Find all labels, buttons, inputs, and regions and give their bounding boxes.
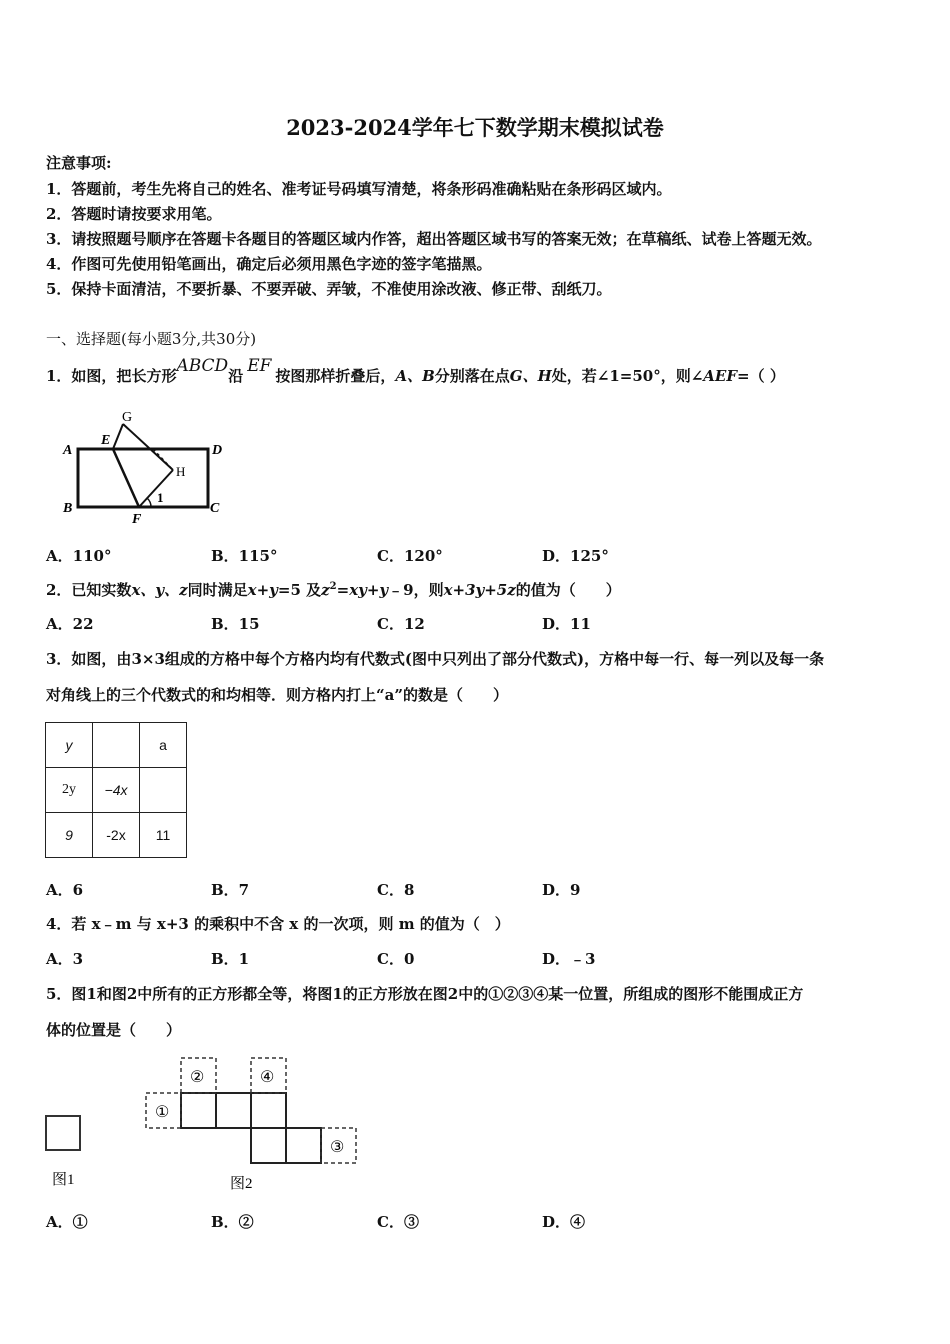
q4-option-d[interactable]: D．﹣3: [542, 950, 596, 968]
q2-text: 同时满足: [187, 581, 248, 599]
label-b: B: [63, 501, 73, 516]
label-e: E: [101, 433, 111, 448]
fig1-square: [46, 1116, 80, 1150]
q4-option-b[interactable]: B．1: [211, 950, 250, 968]
grid-cell: [140, 768, 187, 813]
q1-aef: AEF: [703, 367, 738, 385]
q2-sup: 2: [329, 581, 337, 592]
q1-ab: A、B: [395, 367, 435, 385]
grid-cell: 9: [46, 813, 93, 858]
notice-item: 2．答题时请按要求用笔。: [46, 205, 222, 223]
section-heading: 一、选择题(每小题3分,共30分): [46, 330, 257, 348]
label-d: D: [212, 443, 223, 458]
q4-option-a[interactable]: A．3: [46, 950, 84, 968]
notice-item: 5．保持卡面清洁，不要折暴、不要弄破、弄皱，不准使用涂改液、修正带、刮纸刀。: [46, 280, 612, 298]
notice-item: 4．作图可先使用铅笔画出，确定后必须用黑色字迹的签字笔描黑。: [46, 255, 492, 273]
label-a: A: [63, 443, 73, 458]
net-square: [216, 1093, 251, 1128]
question-2-stem: [46, 579, 621, 600]
label-g: G: [122, 410, 133, 425]
q2-text: =5 及: [277, 581, 322, 599]
notice-heading: 注意事项:: [46, 154, 112, 172]
q1-abcd: ABCD: [176, 356, 229, 376]
q2-text: ﹣9，则: [388, 581, 444, 599]
label-f: F: [132, 512, 142, 527]
q1-text: 处，若∠1=50°，则∠: [551, 367, 704, 385]
q2-eq3: x+3y+5z: [443, 581, 516, 599]
label-h: H: [176, 464, 186, 479]
q3-option-c[interactable]: C．8: [377, 881, 415, 899]
q2-text: 的值为（ ）: [515, 581, 621, 599]
q2-option-b[interactable]: B．15: [211, 615, 260, 633]
q1-option-b[interactable]: B．115°: [211, 547, 278, 565]
grid-cell: -2x: [93, 813, 140, 858]
question-1-stem: [46, 356, 785, 386]
net-square: [181, 1093, 216, 1128]
segment-eg: [113, 424, 123, 449]
q5-net-figures: [40, 1052, 370, 1197]
fig2-net: [181, 1093, 321, 1163]
notice-item: 1．答题前，考生先将自己的姓名、准考证号码填写清楚，将条形码准确粘贴在条形码区域内。: [46, 180, 672, 198]
mark-4: ④: [260, 1069, 275, 1086]
q2-text: 2．已知实数: [46, 581, 132, 599]
grid-cell: a: [140, 723, 187, 768]
q3-option-a[interactable]: A．6: [46, 881, 84, 899]
q5-option-b[interactable]: B．②: [211, 1213, 254, 1231]
q4-option-c[interactable]: C．0: [377, 950, 415, 968]
q1-text: 1．如图，把长方形: [46, 367, 177, 385]
dashed-segment: [153, 449, 173, 470]
q2-option-d[interactable]: D．11: [542, 615, 591, 633]
fig1-label: 图1: [52, 1172, 75, 1188]
page-title: 2023-2024学年七下数学期末模拟试卷: [286, 115, 664, 140]
label-angle-1: 1: [157, 490, 164, 505]
q1-text: 按图那样折叠后，: [275, 367, 396, 385]
question-3-line2: 对角线上的三个代数式的和均相等．则方格内打上“a”的数是（ ）: [46, 686, 508, 704]
notice-item: 3．请按照题号顺序在答题卡各题目的答题区域内作答，超出答题区域书写的答案无效；在草稿纸、试卷上答题无效。: [46, 230, 822, 248]
grid-cell: y: [46, 723, 93, 768]
q2-option-c[interactable]: C．12: [377, 615, 425, 633]
grid-cell: 11: [140, 813, 187, 858]
question-4-stem: 4．若 x﹣m 与 x+3 的乘积中不含 x 的一次项，则 m 的值为（ ）: [46, 915, 510, 933]
mark-1: ①: [155, 1104, 170, 1121]
mark-2: ②: [190, 1069, 205, 1086]
grid-cell: 2y: [46, 768, 93, 813]
q2-eq2: z: [321, 581, 330, 599]
question-3-line1: 3．如图，由3×3组成的方格中每个方格内均有代数式(图中只列出了部分代数式)，方格中每一行、每一列以及每一条: [46, 650, 825, 668]
q5-option-c[interactable]: C．③: [377, 1213, 419, 1231]
question-5-line1: 5．图1和图2中所有的正方形都全等，将图1的正方形放在图2中的①②③④某一位置，所组成的图形不能围成正方: [46, 985, 804, 1003]
q2-vars: x、y、z: [131, 581, 188, 599]
q1-text: 分别落在点: [434, 367, 510, 385]
net-square: [251, 1128, 286, 1163]
fig2-label: 图2: [230, 1176, 253, 1192]
q1-text: =（ ）: [737, 367, 785, 385]
q1-option-a[interactable]: A．110°: [46, 547, 112, 565]
label-c: C: [210, 501, 220, 516]
mark-3: ③: [330, 1139, 345, 1156]
q2-eq2b: =xy+y: [336, 581, 389, 599]
q5-option-a[interactable]: A．①: [46, 1213, 88, 1231]
q3-option-d[interactable]: D．9: [542, 881, 581, 899]
net-square: [251, 1093, 286, 1128]
grid-cell: [93, 723, 140, 768]
net-square: [286, 1128, 321, 1163]
q2-option-a[interactable]: A．22: [46, 615, 94, 633]
q3-option-b[interactable]: B．7: [211, 881, 250, 899]
rectangle-abcd: [78, 449, 208, 507]
q1-text: 沿: [228, 367, 244, 385]
q1-gh: G、H: [509, 367, 552, 385]
q5-option-d[interactable]: D．④: [542, 1213, 586, 1231]
q1-option-c[interactable]: C．120°: [377, 547, 443, 565]
q1-folding-figure: [55, 405, 235, 530]
q2-eq1: x+y: [247, 581, 278, 599]
q1-ef: EF: [247, 356, 272, 376]
q3-magic-square: [45, 722, 187, 858]
segment-hf: [139, 470, 173, 507]
question-5-line2: 体的位置是（ ）: [46, 1021, 182, 1039]
grid-cell: −4x: [93, 768, 140, 813]
fold-line-ef: [113, 449, 139, 507]
q1-option-d[interactable]: D．125°: [542, 547, 609, 565]
